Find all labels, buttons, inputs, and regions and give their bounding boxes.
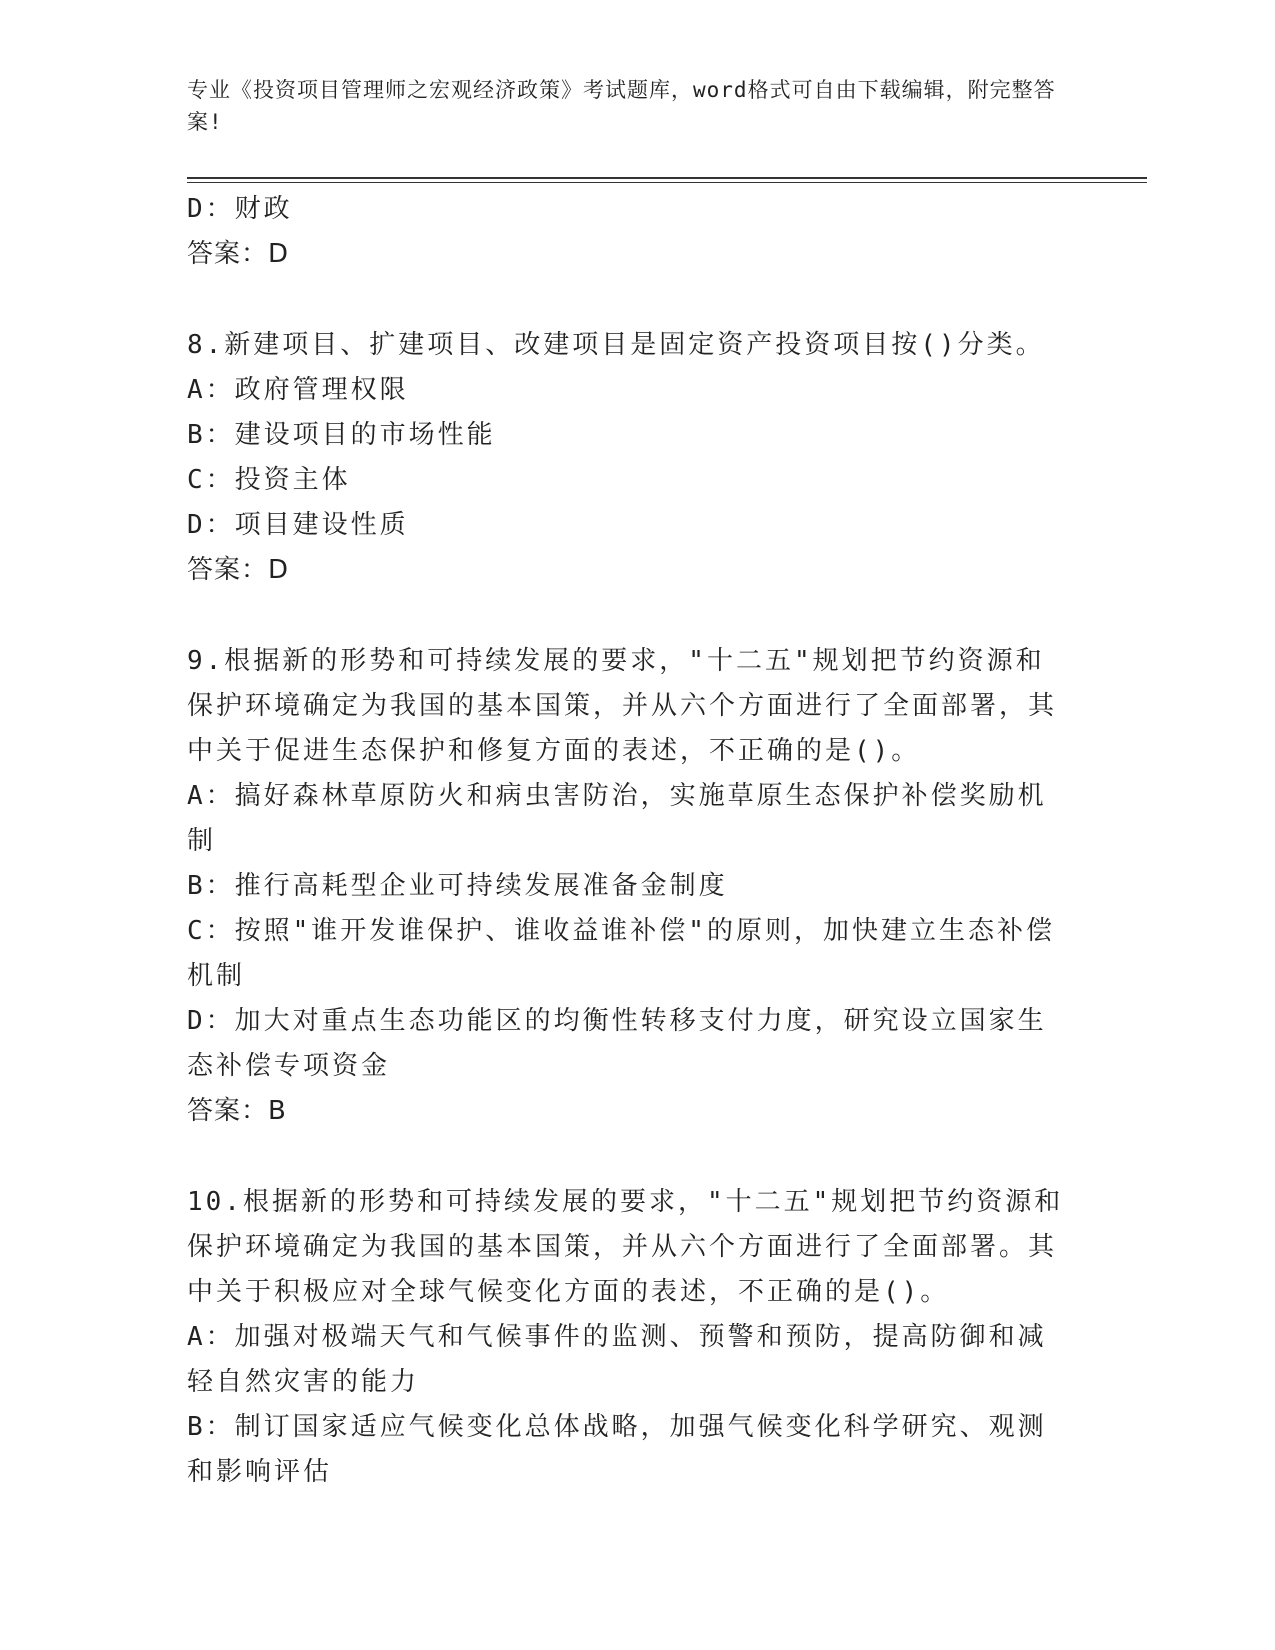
answer-line: 答案：B xyxy=(187,1096,287,1126)
option-b: B：建设项目的市场性能 xyxy=(187,420,496,450)
option-c: C：按照"谁开发谁保护、谁收益谁补偿"的原则，加快建立生态补偿机制 xyxy=(187,916,1055,991)
header-divider-thin xyxy=(187,182,1147,183)
option-d: D：项目建设性质 xyxy=(187,510,409,540)
option-a: A：搞好森林草原防火和病虫害防治，实施草原生态保护补偿奖励机制 xyxy=(187,781,1047,856)
answer-line: 答案：D xyxy=(187,555,290,585)
question-8 xyxy=(187,323,1067,593)
question-9 xyxy=(187,639,1067,1134)
page-header: 专业《投资项目管理师之宏观经济政策》考试题库，word格式可自由下载编辑，附完整答案! xyxy=(187,78,1056,134)
question-stem: 9.根据新的形势和可持续发展的要求，"十二五"规划把节约资源和保护环境确定为我国的基本国策，并从六个方面进行了全面部署，其中关于促进生态保护和修复方面的表述，不正确的是()。 xyxy=(187,646,1058,766)
option-b: B：制订国家适应气候变化总体战略，加强气候变化科学研究、观测和影响评估 xyxy=(187,1412,1047,1487)
option-c: C：投资主体 xyxy=(187,465,351,495)
question-10 xyxy=(187,1180,1067,1495)
question-list xyxy=(187,187,1067,1495)
header-divider xyxy=(187,177,1147,179)
option-d: D：加大对重点生态功能区的均衡性转移支付力度，研究设立国家生态补偿专项资金 xyxy=(187,1006,1047,1081)
answer-line: 答案：D xyxy=(187,239,290,269)
option-b: B：推行高耗型企业可持续发展准备金制度 xyxy=(187,871,728,901)
question-stem: 8.新建项目、扩建项目、改建项目是固定资产投资项目按()分类。 xyxy=(187,330,1045,360)
question-stem: 10.根据新的形势和可持续发展的要求，"十二五"规划把节约资源和保护环境确定为我国的基本国策，并从六个方面进行了全面部署。其中关于积极应对全球气候变化方面的表述，不正确的是()。 xyxy=(187,1187,1064,1307)
option-a: A：政府管理权限 xyxy=(187,375,409,405)
option-d: D：财政 xyxy=(187,194,293,224)
option-a: A：加强对极端天气和气候事件的监测、预警和预防，提高防御和减轻自然灾害的能力 xyxy=(187,1322,1047,1397)
